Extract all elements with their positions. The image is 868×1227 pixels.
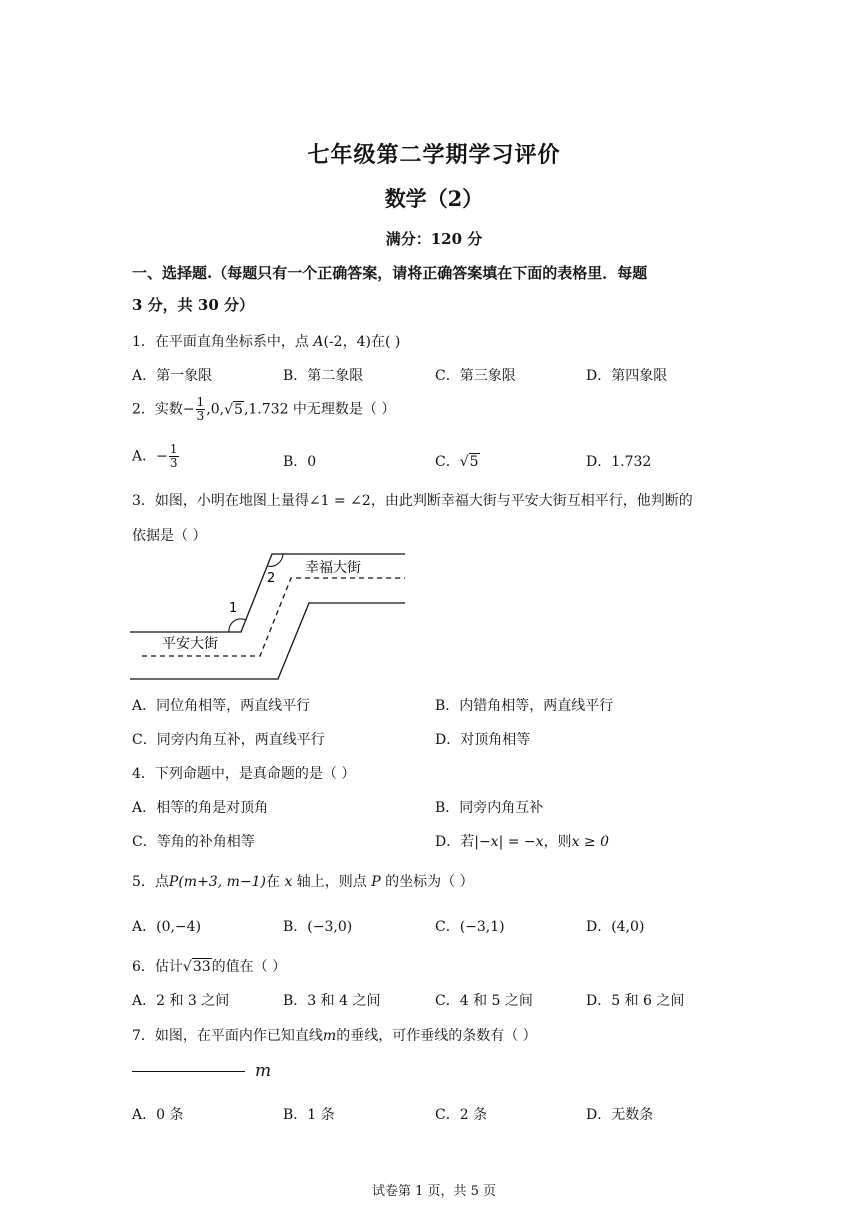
sqrt-symbol: √5	[224, 401, 243, 418]
question-3-option-d[interactable]: D．对顶角相等	[435, 732, 531, 748]
question-6-option-a[interactable]: A．2 和 3 之间	[132, 993, 230, 1009]
question-2-option-c[interactable]: C．√5	[435, 454, 479, 470]
question-1-option-a[interactable]: A．第一象限	[132, 368, 213, 384]
question-7-option-c[interactable]: C．2 条	[435, 1107, 488, 1123]
street-top-label: 幸福大街	[305, 560, 361, 576]
question-1-option-b[interactable]: B．第二象限	[283, 368, 364, 384]
question-6-option-c[interactable]: C．4 和 5 之间	[435, 993, 533, 1009]
question-1-option-d[interactable]: D．第四象限	[586, 368, 668, 384]
question-5-stem: 5．点P(m+3, m−1)在 x 轴上，则点 P 的坐标为（ ）	[132, 874, 474, 890]
question-2-stem: 2．实数− $\frac{1}{3}$ ,0,√5,1.732 中无理数是（ ）	[132, 395, 396, 423]
question-4-stem: 4．下列命题中，是真命题的是（ ）	[132, 766, 356, 782]
street-bottom-label: 平安大街	[162, 636, 218, 652]
question-6-stem: 6．估计√33的值在（ ）	[132, 959, 287, 975]
fraction: $\frac{1}{3}$	[196, 395, 205, 423]
question-2-option-b[interactable]: B．0	[283, 454, 317, 470]
question-3-stem-cont: 依据是（ ）	[132, 528, 207, 544]
sqrt-symbol: √33	[182, 959, 211, 975]
section-heading-cont: 3 分，共 30 分）	[132, 296, 254, 314]
question-1-stem: 1．在平面直角坐标系中，点 A(-2，4)在( )	[132, 334, 401, 350]
page-footer: 试卷第 1 页，共 5 页	[371, 1184, 497, 1199]
question-5-option-c[interactable]: C．(−3,1)	[435, 919, 505, 935]
angle-2-label: 2	[267, 571, 276, 586]
question-5-option-b[interactable]: B．(−3,0)	[283, 919, 353, 935]
question-7-option-d[interactable]: D．无数条	[586, 1107, 654, 1123]
question-7-option-a[interactable]: A．0 条	[132, 1107, 184, 1123]
question-2-option-d[interactable]: D．1.732	[586, 454, 652, 470]
question-4-option-b[interactable]: B．同旁内角互补	[435, 800, 544, 816]
sqrt-symbol: √5	[459, 454, 479, 470]
exam-title: 七年级第二学期学习评价	[307, 142, 561, 168]
question-6-option-b[interactable]: B．3 和 4 之间	[283, 993, 381, 1009]
line-m	[132, 1071, 245, 1072]
question-4-option-d[interactable]: D．若|−x| = −x，则x ≥ 0	[435, 834, 609, 850]
question-6-option-d[interactable]: D．5 和 6 之间	[586, 993, 685, 1009]
question-3-option-c[interactable]: C．同旁内角互补，两直线平行	[132, 732, 325, 748]
question-7-stem: 7．如图，在平面内作已知直线m的垂线，可作垂线的条数有（ ）	[132, 1028, 537, 1044]
section-heading: 一、选择题.（每题只有一个正确答案，请将正确答案填在下面的表格里．每题	[132, 264, 648, 282]
question-1-option-c[interactable]: C．第三象限	[435, 368, 516, 384]
question-3-option-a[interactable]: A．同位角相等，两直线平行	[132, 698, 311, 714]
question-7-option-b[interactable]: B．1 条	[283, 1107, 335, 1123]
fraction: $\frac{1}{3}$	[169, 442, 178, 470]
exam-subtitle: 数学（2）	[384, 186, 484, 211]
question-4-option-c[interactable]: C．等角的补角相等	[132, 834, 255, 850]
question-3-stem: 3．如图，小明在地图上量得∠1 = ∠2，由此判断幸福大街与平安大街互相平行，他判断的	[132, 493, 693, 509]
question-4-option-a[interactable]: A．相等的角是对顶角	[132, 800, 269, 816]
question-2-option-a[interactable]: A．− $\frac{1}{3}$	[132, 442, 178, 470]
angle-1-label: 1	[229, 601, 238, 616]
exam-score: 满分：120 分	[385, 230, 483, 248]
line-m-label: m	[255, 1061, 272, 1081]
question-5-option-a[interactable]: A．(0,−4)	[132, 919, 202, 935]
street-map-figure	[128, 548, 413, 683]
question-5-option-d[interactable]: D．(4,0)	[586, 919, 645, 935]
question-3-option-b[interactable]: B．内错角相等，两直线平行	[435, 698, 614, 714]
